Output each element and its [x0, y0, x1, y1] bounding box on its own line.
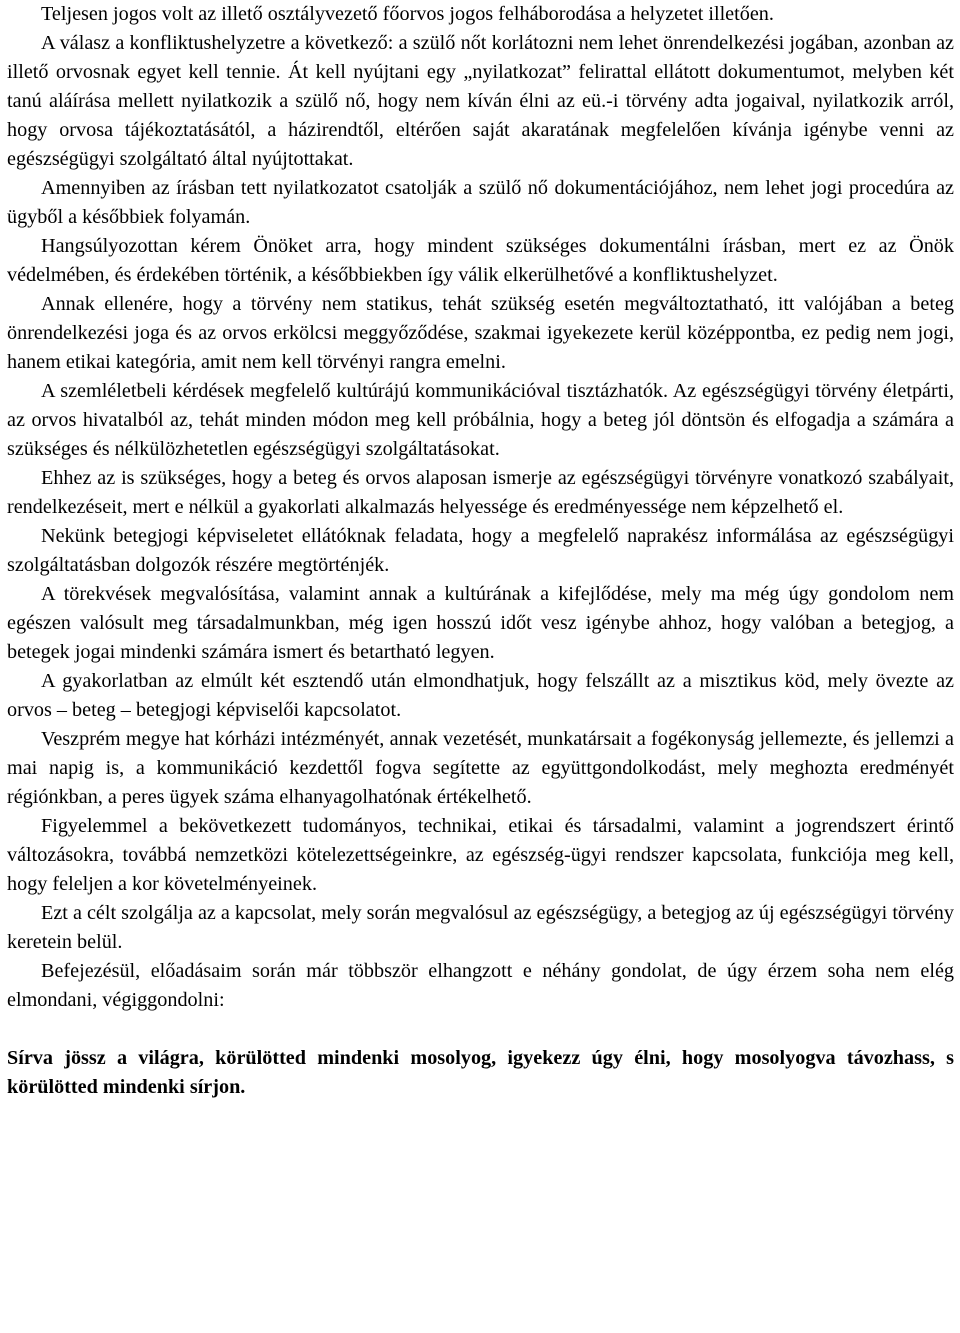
paragraph-9: A törekvések megvalósítása, valamint annak a kultúrának a kifejlődése, mely ma még úgy gondolom nem egészen valósult meg társadalmunkban, még igen hosszú időt vesz igénybe ahhoz, hogy valóban a betegjog, a betegek jogai mindenki számára ismert és betartható legyen. [7, 583, 954, 663]
paragraph-5: Annak ellenére, hogy a törvény nem statikus, tehát szükség esetén megváltoztatható, itt valójában a beteg önrendelkezési joga és az orvos erkölcsi meggyőződése, szakmai igyekezete kerül középpontba, ez pedig nem jogi, hanem etikai kategória, amit nem kell törvényi rangra emelni. [7, 293, 954, 373]
paragraph-13: Ezt a célt szolgálja az a kapcsolat, mely során megvalósul az egészségügy, a betegjog az új egészségügyi törvény keretein belül. [7, 902, 954, 953]
paragraph-14: Befejezésül, előadásaim során már többször elhangzott e néhány gondolat, de úgy érzem soha nem elég elmondani, végiggondolni: [7, 960, 954, 1011]
paragraph-10: A gyakorlatban az elmúlt két esztendő után elmondhatjuk, hogy felszállt az a misztikus köd, mely övezte az orvos – beteg – betegjogi képviselői kapcsolatot. [7, 670, 954, 721]
paragraph-1: Teljesen jogos volt az illető osztályvezető főorvos jogos felháborodása a helyzetet illetően. [41, 3, 774, 25]
document-page [7, 0, 954, 1102]
paragraph-3: Amennyiben az írásban tett nyilatkozatot csatolják a szülő nő dokumentációjához, nem lehet jogi procedúra az ügyből a későbbiek folyamán. [7, 177, 954, 228]
paragraph-6: A szemléletbeli kérdések megfelelő kultúrájú kommunikációval tisztázhatók. Az egészségügyi törvény életpárti, az orvos hivatalból az, tehát minden módon meg kell próbálnia, hogy a beteg jól döntsön és elfogadja a számára a szükséges és nélkülözhetetlen egészségügyi szolgáltatásokat. [7, 380, 954, 460]
paragraph-7: Ehhez az is szükséges, hogy a beteg és orvos alaposan ismerje az egészségügyi törvényre vonatkozó szabályait, rendelkezéseit, mert e nélkül a gyakorlati alkalmazás helyessége és eredményessége nem képzelhető el. [7, 467, 954, 518]
paragraph-11: Veszprém megye hat kórházi intézményét, annak vezetését, munkatársait a fogékonyság jellemezte, és jellemzi a mai napig is, a kommunikáció kezdettől fogva segítette az együttgondolkodást, mely meghozta eredményét régiónkban, a peres ügyek száma elhanyagolhatónak értékelhető. [7, 728, 954, 808]
paragraph-12: Figyelemmel a bekövetkezett tudományos, technikai, etikai és társadalmi, valamint a jogrendszert érintő változásokra, továbbá nemzetközi kötelezettségeinkre, az egészség-ügyi rendszer kapcsolata, funkciója meg kell, hogy feleljen a kor követelményeinek. [7, 815, 954, 895]
paragraph-4: Hangsúlyozottan kérem Önöket arra, hogy mindent szükséges dokumentálni írásban, mert ez az Önök védelmében, és érdekében történik, a későbbiekben így válik elkerülhetővé a konfliktushelyzet. [7, 235, 954, 286]
closing-quote: Sírva jössz a világra, körülötted mindenki mosolyog, igyekezz úgy élni, hogy mosolyogva távozhass, s körülötted mindenki sírjon. [7, 1047, 954, 1098]
blank-line [7, 1015, 954, 1044]
paragraph-2: A válasz a konfliktushelyzetre a következő: a szülő nőt korlátozni nem lehet önrendelkezési jogában, azonban az illető orvosnak egyet kell tennie. Át kell nyújtani egy „nyilatkozat” felirattal ellátott dokumentumot, melyben két tanú aláírása mellett nyilatkozik a szülő nő, hogy nem kíván élni az eü.-i törvény adta jogaival, nyilatkozik arról, hogy orvosa tájékoztatásától, a házirendtől, eltérően saját akaratának megfelelően kívánja igénybe venni az egészségügyi szolgáltató által nyújtottakat. [7, 32, 954, 170]
paragraph-8: Nekünk betegjogi képviseletet ellátóknak feladata, hogy a megfelelő naprakész informálása az egészségügyi szolgáltatásban dolgozók részére megtörténjék. [7, 525, 954, 576]
